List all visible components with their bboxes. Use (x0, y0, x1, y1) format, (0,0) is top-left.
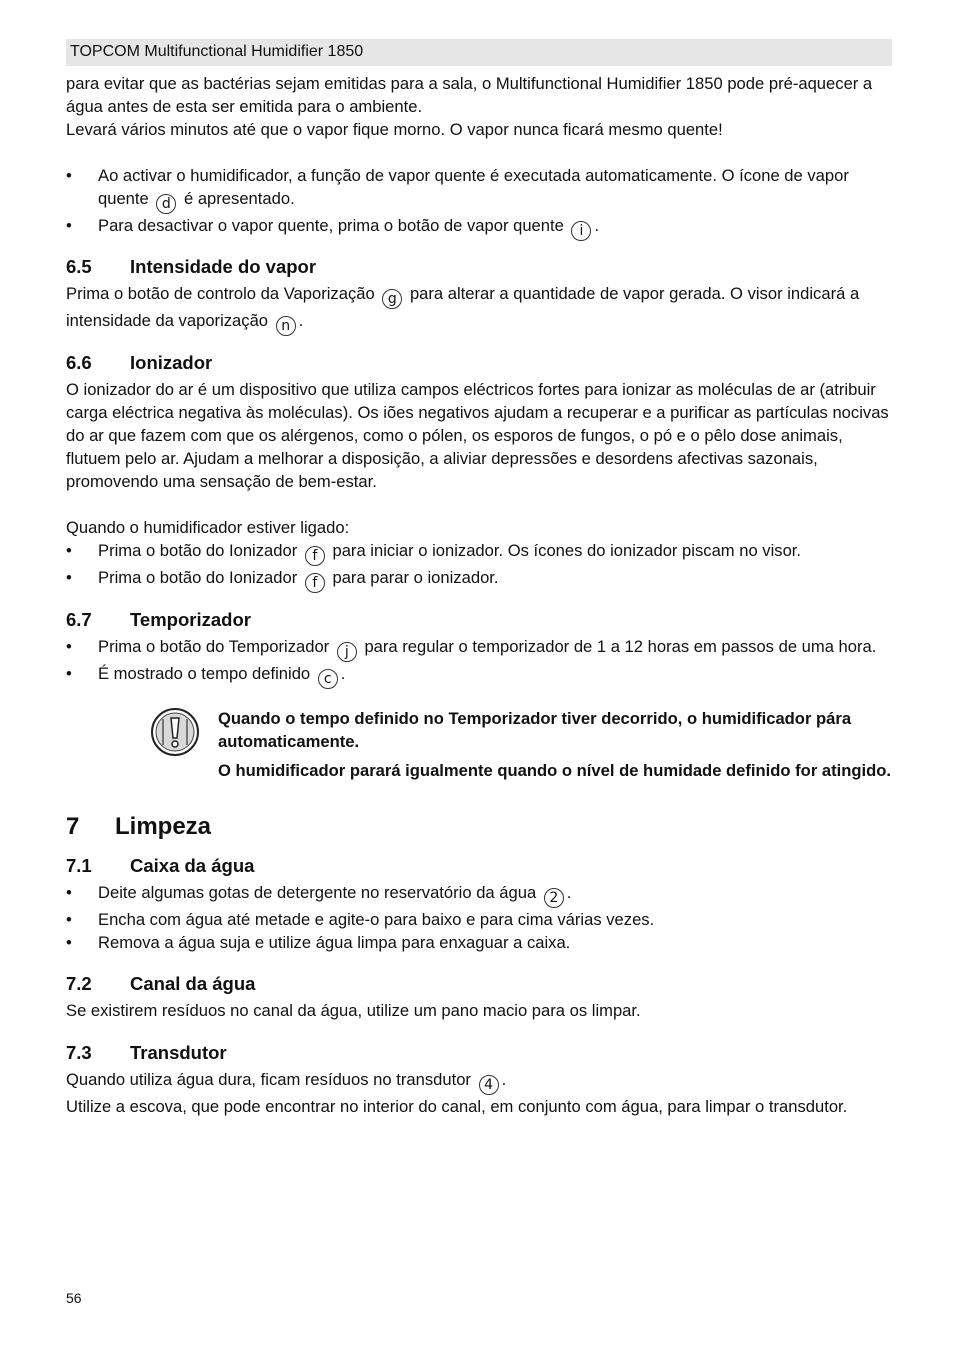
button-d-icon: d (156, 194, 176, 214)
bullet-marker: • (66, 166, 72, 185)
button-c-icon: c (318, 669, 338, 689)
intro-paragraph-1: para evitar que as bactérias sejam emitidas para a sala, o Multifunctional Humidifier 1850 pode pré-aquecer a água antes de esta ser emitida para o ambiente. (66, 74, 873, 116)
button-f-icon: f (305, 573, 325, 593)
part-4-icon: 4 (479, 1075, 499, 1095)
section-heading-7-2: 7.2 Canal da água (66, 973, 256, 994)
section-heading-6-6: 6.6 Ionizador (66, 352, 213, 373)
section-heading-6-5: 6.5 Intensidade do vapor (66, 256, 317, 277)
list-item: • Ao activar o humidificador, a função de vapor quente é executada automaticamente. O ícone de vapor quente d é apresentado. (66, 166, 849, 212)
button-i-icon: i (571, 221, 591, 241)
header-bar (66, 39, 892, 66)
section-7-3-paragraph-1: Quando utiliza água dura, ficam resíduos no transdutor 4 . (66, 1070, 507, 1093)
list-item: • Prima o botão do Ionizador f para iniciar o ionizador. Os ícones do ionizador piscam no visor. (66, 541, 802, 564)
chapter-heading-7: 7 Limpeza (66, 813, 212, 840)
bullet-marker: • (66, 541, 72, 560)
note-line-1: Quando o tempo definido no Temporizador tiver decorrido, o humidificador pára automaticamente. (218, 709, 852, 751)
bullet-marker: • (66, 883, 72, 902)
button-f-icon: f (305, 546, 325, 566)
list-item: • Para desactivar o vapor quente, prima o botão de vapor quente i . (66, 216, 600, 239)
section-7-2-paragraph: Se existirem resíduos no canal da água, utilize um pano macio para os limpar. (66, 1001, 641, 1020)
list-item: • Prima o botão do Ionizador f para parar o ionizador. (66, 568, 499, 591)
list-item: • Prima o botão do Temporizador j para regular o temporizador de 1 a 12 horas em passos de uma hora. (66, 637, 877, 660)
intro-paragraph-2: Levará vários minutos até que o vapor fique morno. O vapor nunca ficará mesmo quente! (66, 120, 723, 139)
button-g-icon: g (382, 289, 402, 309)
warning-icon (66, 707, 218, 782)
bullet-marker: • (66, 568, 72, 587)
bullet-marker: • (66, 933, 72, 952)
button-j-icon: j (337, 642, 357, 662)
list-item: • É mostrado o tempo definido c . (66, 664, 346, 687)
section-heading-7-3: 7.3 Transdutor (66, 1042, 227, 1063)
bullet-marker: • (66, 637, 72, 656)
section-heading-7-1: 7.1 Caixa da água (66, 855, 255, 876)
section-heading-6-7: 6.7 Temporizador (66, 609, 251, 630)
bullet-marker: • (66, 910, 72, 929)
section-6-6-paragraph-1: O ionizador do ar é um dispositivo que utiliza campos eléctricos fortes para ionizar as moléculas de ar (atribuir carga eléctrica negativa às moléculas). Os iões negativos ajudam a recuperar e a purificar as partículas nocivas do ar que fazem com que os alérgenos, como o pólen, os esporos de fungos, o pó e o pêlo dose animais, flutuem pelo ar. Ajudam a melhorar a disposição, a aliviar depressões e desordens afectivas sazonais, promovendo uma sensação de bem-estar. (66, 380, 889, 491)
list-item: • Encha com água até metade e agite-o para baixo e para cima várias vezes. (66, 910, 655, 929)
part-2-icon: 2 (544, 888, 564, 908)
header-title: TOPCOM Multifunctional Humidifier 1850 (70, 43, 364, 60)
warning-note (66, 707, 892, 782)
list-item: • Deite algumas gotas de detergente no reservatório da água 2 . (66, 883, 572, 906)
bullet-marker: • (66, 664, 72, 683)
section-6-5-paragraph: Prima o botão de controlo da Vaporização g para alterar a quantidade de vapor gerada. O visor indicará a intensidade da vaporização n . (66, 284, 860, 334)
section-7-3-paragraph-2: Utilize a escova, que pode encontrar no interior do canal, em conjunto com água, para limpar o transdutor. (66, 1097, 848, 1116)
list-item: • Remova a água suja e utilize água limpa para enxaguar a caixa. (66, 933, 571, 952)
bullet-marker: • (66, 216, 72, 235)
button-n-icon: n (276, 316, 296, 336)
note-line-2: O humidificador parará igualmente quando o nível de humidade definido for atingido. (218, 761, 892, 780)
page-number: 56 (66, 1290, 82, 1306)
section-6-6-paragraph-2: Quando o humidificador estiver ligado: (66, 518, 350, 537)
page-content (66, 72, 892, 1118)
